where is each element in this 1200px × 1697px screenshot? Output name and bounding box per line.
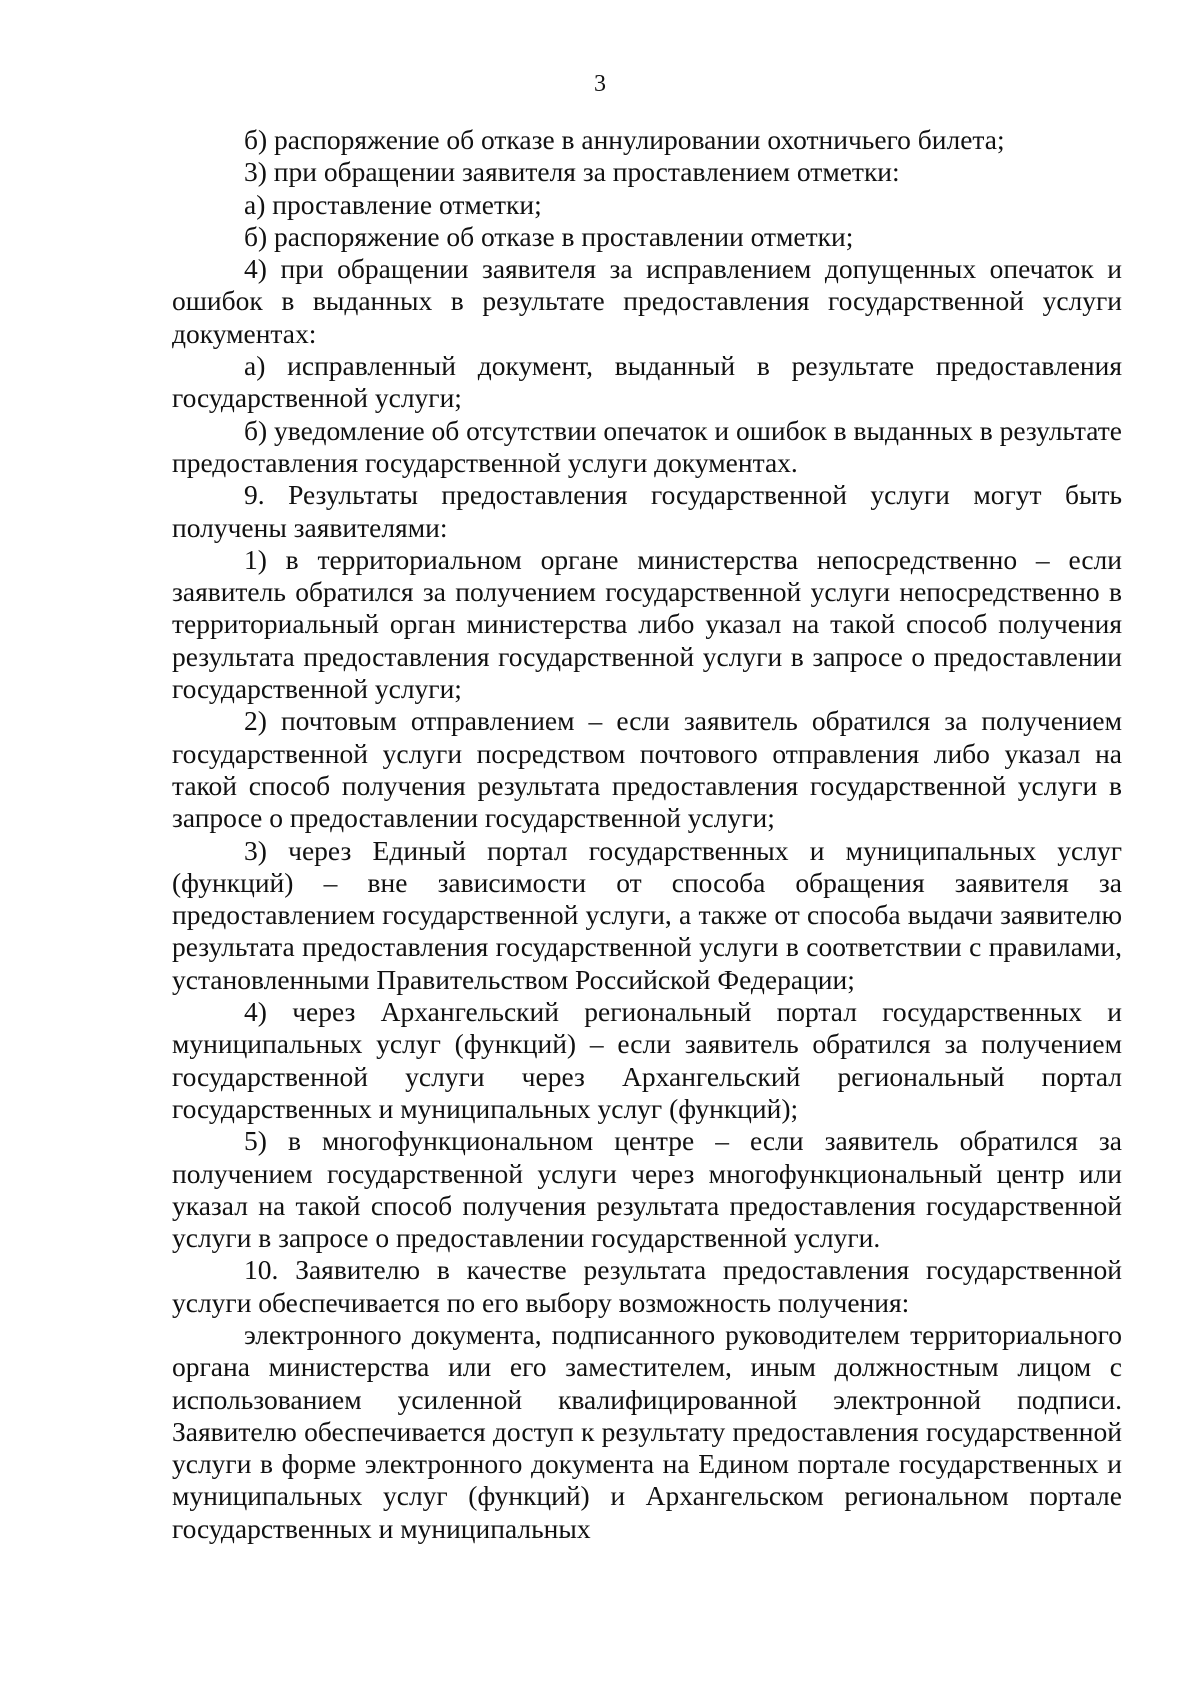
paragraph-14: 10. Заявителю в качестве результата предоставления государственной услуги обеспечивается по его выбору возможность получения:	[172, 1254, 1122, 1318]
paragraph-15: электронного документа, подписанного руководителем территориального органа министерства или его заместителем, иным должностным лицом с использованием усиленной квалифицированной электронной подписи. Заявителю обеспечивается доступ к результату предоставления государственной услуги в форме электронного документа на Едином портале государственных и муниципальных услуг (функций) и Архангельском региональном портале государственных и муниципальных	[172, 1318, 1122, 1544]
paragraph-12: 4) через Архангельский региональный портал государственных и муниципальных услуг (функций) – если заявитель обратился за получением государственной услуги через Архангельский региональный портал государственных и муниципальных услуг (функций);	[172, 996, 1122, 1124]
paragraph-6: а) исправленный документ, выданный в результате предоставления государственной услуги;	[172, 350, 1122, 414]
paragraph-13: 5) в многофункциональном центре – если заявитель обратился за получением государственной услуги через многофункциональный центр или указал на такой способ получения результата предоставления государственной услуги в запросе о предоставлении государственной услуги.	[172, 1125, 1122, 1254]
paragraph-1: б) распоряжение об отказе в аннулировании охотничьего билета;	[244, 124, 1005, 155]
paragraph-10: 2) почтовым отправлением – если заявитель обратился за получением государственной услуги посредством почтового отправления либо указал на такой способ получения результата предоставления государственной услуги в запросе о предоставлении государственной услуги;	[172, 705, 1122, 834]
paragraph-7: б) уведомление об отсутствии опечаток и ошибок в выданных в результате предоставления государственной услуги документах.	[172, 414, 1122, 478]
paragraph-8: 9. Результаты предоставления государственной услуги могут быть получены заявителями:	[172, 479, 1122, 543]
paragraph-5: 4) при обращении заявителя за исправлением допущенных опечаток и ошибок в выданных в результате предоставления государственной услуги документах:	[172, 253, 1122, 349]
paragraph-2: 3) при обращении заявителя за проставлением отметки:	[244, 156, 900, 188]
document-body	[172, 124, 1122, 1545]
paragraph-3: а) проставление отметки;	[244, 188, 542, 220]
paragraph-11: 3) через Единый портал государственных и муниципальных услуг (функций) – вне зависимости от способа обращения заявителя за предоставлением государственной услуги, а также от способа выдачи заявителю результата предоставления государственной услуги в соответствии с правилами, установленными Правительством Российской Федерации;	[172, 834, 1122, 995]
paragraph-4: б) распоряжение об отказе в проставлении отметки;	[244, 220, 854, 252]
page-number: 3	[594, 71, 606, 97]
paragraph-9: 1) в территориальном органе министерства непосредственно – если заявитель обратился за получением государственной услуги непосредственно в территориальный орган министерства либо указал на такой способ получения результата предоставления государственной услуги в запросе о предоставлении государственной услуги;	[172, 543, 1122, 705]
